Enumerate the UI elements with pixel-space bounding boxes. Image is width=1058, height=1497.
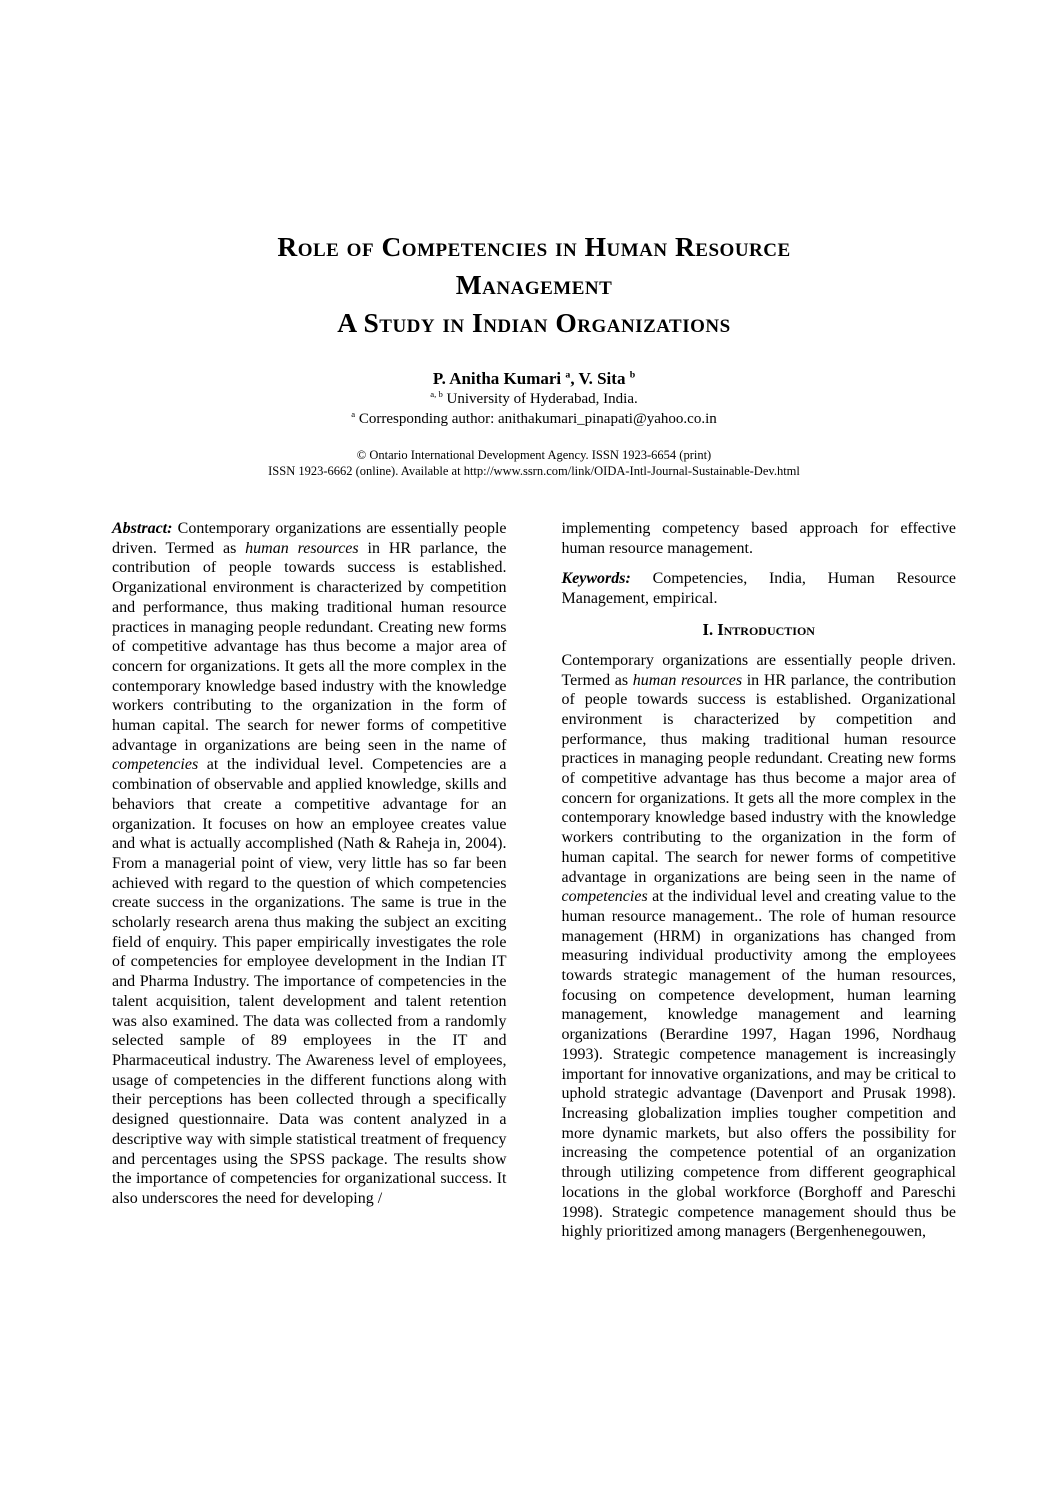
abstract-run-3: at the individual level. Competencies are a combination of observable and applied knowledge, skills and behaviors that create a competitive advantage for an organization. It focuses on how an employee creates value and what is actually accomplished (Nath & Raheja in, 2004). From a managerial point of view, very little has so far been achieved with regard to the question of which competencies create success in the organizations. The same is true in the scholarly research arena thus making the subject an exciting field of enquiry. This paper empirically investigates the role of competencies for employee development in the Indian IT and Pharma Industry. The importance of competencies in the talent acquisition, talent development and talent retention was also examined. The data was collected from a randomly selected sample of 89 employees in the IT and Pharmaceutical industry. The Awareness level of employees, usage of competencies in the different functions along with their perceptions has been collected through a specifically designed questionnaire. Data was content analyzed in a descriptive way with simple statistical treatment of frequency and percentages using the SPSS package. The results show the importance of competencies for organizational success. It also underscores the need for developing /: [112, 756, 507, 1207]
authors-separator: ,: [570, 369, 579, 388]
paper-title: [112, 228, 956, 342]
imprint-block: [112, 448, 956, 479]
left-column: [112, 519, 507, 1253]
abstract-label: Abstract:: [112, 520, 173, 537]
introduction-paragraph: [562, 651, 957, 1242]
introduction-run-1: Contemporary organizations are essentially people driven. Termed as: [561, 651, 956, 689]
corresponding-author-line: [112, 409, 956, 429]
introduction-run-3: at the individual level and creating value to the human resource management.. The role of human resource management (HRM) in organizations has changed from measuring individual productivity among the employees towards strategic management of the human resources, focusing on competence development, human learning management, knowledge management and learning organizations (Berardine 1997, Hagan 1996, Nordhaug 1993). Strategic competence management is increasingly important for innovative organizations, and may be critical to uphold strategic advantage (Davenport and Prusak 1998). Increasing globalization implies tougher competition and more dynamic markets, but also offers the possibility for increasing the competence potential of an organization through utilizing competence from different geographical locations in the global workforce (Borghoff and Pareschi 1998). Strategic competence management should thus be highly prioritized among managers (Bergenhenegouwen,: [561, 888, 956, 1241]
introduction-italic-2: competencies: [561, 888, 648, 906]
abstract-italic-2: competencies: [112, 756, 199, 774]
keywords-paragraph: [562, 569, 957, 608]
corresponding-text: Corresponding author: anithakumari_pinapati@yahoo.co.in: [355, 411, 717, 427]
author-2-name: V. Sita: [578, 369, 626, 388]
right-column: [562, 519, 957, 1253]
introduction-heading: I. Introduction: [702, 619, 815, 639]
keywords-text: Competencies, India, Human Resource Management, empirical.: [561, 570, 956, 608]
author-1-superscript: a: [565, 369, 571, 381]
author-1-name: P. Anitha Kumari: [432, 369, 562, 388]
affiliation-line: [112, 389, 956, 409]
introduction-run-2: in HR parlance, the contribution of people towards success is established. Organizational environment is characterized by competition and performance, thus making traditional human resource practices in managing people redundant. Creating new forms of competitive advantage has thus become a major area of concern for organizations. It gets all the more complex in the contemporary knowledge based industry with the knowledge workers contributing to the organization in the form of human capital. The search for newer forms of competitive advantage in organizations are being seen in the name of: [561, 671, 956, 886]
abstract-run-2: in HR parlance, the contribution of people towards success is established. Organizational environment is characterized by competition and performance, thus making traditional human resource practices in managing people redundant. Creating new forms of competitive advantage has thus become a major area of concern for organizations. It gets all the more complex in the contemporary knowledge based industry with the knowledge workers contributing to the organization in the form of human capital. The search for newer forms of competitive advantage in organizations are being seen in the name of: [112, 539, 507, 754]
keywords-label: Keywords:: [561, 570, 631, 588]
introduction-italic-1: human resources: [632, 671, 743, 689]
authors-line: [112, 368, 956, 389]
corresponding-superscript: a: [351, 409, 356, 419]
author-2-superscript: b: [629, 369, 636, 381]
abstract-run-1: Contemporary organizations are essentially people driven. Termed as: [112, 520, 507, 557]
abstract-italic-1: human resources: [245, 539, 359, 557]
imprint-line-2: ISSN 1923-6662 (online). Available at http://www.ssrn.com/link/OIDA-Intl-Journal-Sustainable-Dev.html: [268, 463, 800, 478]
affiliation-text: University of Hyderabad, India.: [442, 391, 638, 407]
paper-title-line-1: Role of Competencies in Human Resource: [277, 231, 791, 262]
paper-title-line-3: A Study in Indian Organizations: [337, 307, 731, 338]
abstract-paragraph: [112, 519, 507, 1209]
abstract-continuation-paragraph: implementing competency based approach for effective human resource management.: [561, 520, 956, 557]
two-column-body: [112, 519, 956, 1253]
paper-title-line-2: Management: [455, 269, 613, 300]
imprint-line-1: © Ontario International Development Agency. ISSN 1923-6654 (print): [356, 448, 712, 462]
affiliation-superscript: a, b: [430, 389, 443, 399]
